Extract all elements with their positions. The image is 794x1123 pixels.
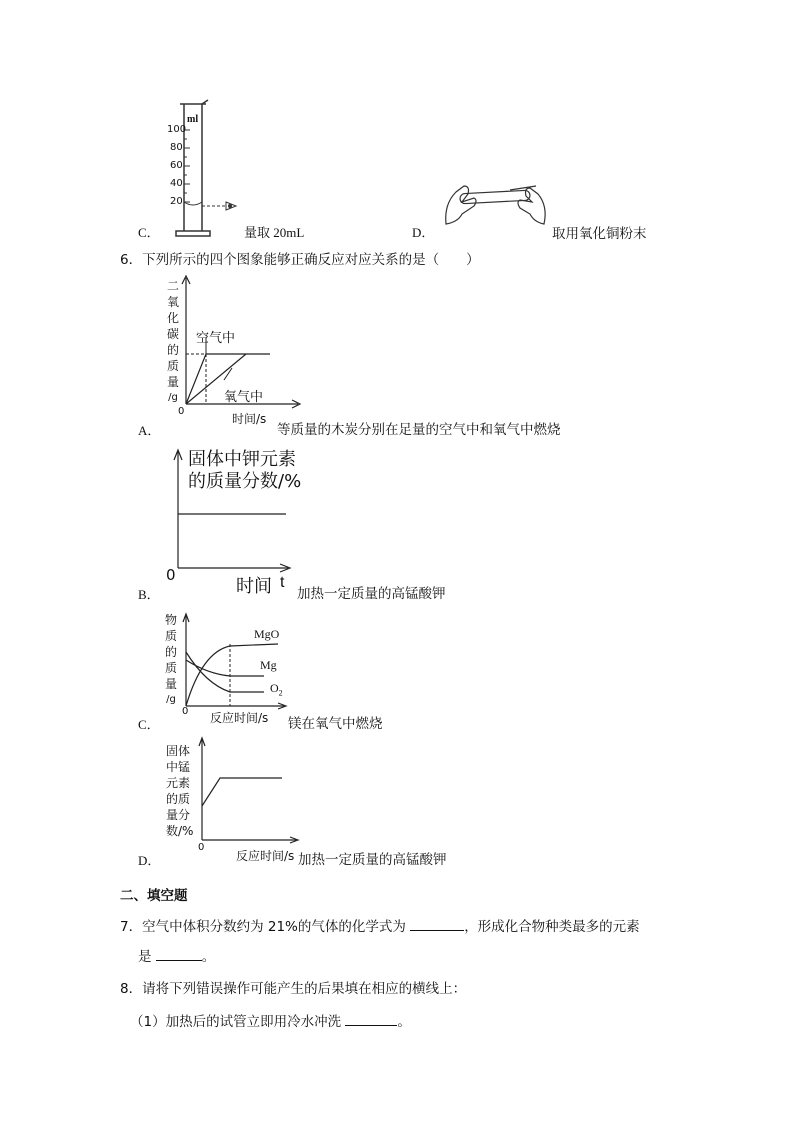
ylabel-line: 固体	[166, 744, 191, 758]
chart-b-xlabel: 时间	[236, 576, 272, 597]
ylabel-char: /g	[168, 392, 178, 403]
chart-c-label-mg: Mg	[260, 658, 277, 672]
chart-b-plot	[170, 446, 300, 576]
answer-blank-element[interactable]	[156, 948, 202, 961]
ylabel-char: 的	[164, 645, 177, 659]
chart-d-plot	[196, 736, 306, 846]
ylabel-line: 中锰	[166, 760, 191, 774]
chart-a-xlabel: 时间/s	[232, 412, 267, 426]
chart-b-origin: 0	[166, 566, 176, 584]
ylabel-char: 碳	[166, 327, 179, 341]
question-7-text: 。	[201, 949, 216, 965]
ylabel-line: 数/%	[166, 824, 194, 838]
question-7-text: 7．空气中体积分数约为 21%的气体的化学式为	[120, 919, 411, 935]
cylinder-tick-100: 100	[167, 124, 187, 135]
chart-c-origin: 0	[182, 706, 189, 717]
option-letter: D．	[412, 225, 435, 240]
cylinder-tick-80: 80	[170, 142, 183, 153]
option-caption: 加热一定质量的高锰酸钾	[297, 586, 446, 602]
ylabel-char: 质	[164, 629, 177, 643]
o2-subscript: 2	[278, 688, 283, 698]
cylinder-tick-60: 60	[170, 160, 183, 171]
question-8-item-1	[130, 1010, 411, 1030]
o2-letter: O	[270, 681, 279, 695]
ylabel-char: 二	[166, 279, 179, 293]
chart-c-label-mgo: MgO	[254, 627, 280, 641]
question-8-text: 。	[397, 1014, 411, 1030]
question-7-line-1	[120, 915, 640, 935]
chart-a-origin: 0	[178, 406, 185, 417]
chart-b-xunit: t	[280, 574, 285, 591]
option-letter: A．	[138, 423, 161, 438]
chart-d-series	[202, 778, 282, 806]
option-letter: C．	[138, 225, 160, 240]
chart-d-origin: 0	[198, 842, 205, 853]
cylinder-unit: ml	[187, 114, 199, 125]
question-8-text: （1）加热后的试管立即用冷水冲洗	[130, 1014, 346, 1030]
chart-a-label-oxygen: 氧气中	[224, 390, 264, 405]
ylabel-char: 量	[164, 677, 177, 691]
ylabel-line: 的质量分数/%	[188, 471, 302, 492]
ylabel-char: 物	[164, 613, 177, 627]
option-caption: 镁在氧气中燃烧	[288, 716, 383, 732]
question-7-text: 是	[138, 949, 156, 965]
ylabel-char: 氧	[166, 295, 179, 309]
question-8-stem: 8．请将下列错误操作可能产生的后果填在相应的横线上：	[120, 981, 467, 997]
ylabel-line: 固体中钾元素	[188, 449, 296, 470]
chart-c-series-mgo	[186, 644, 278, 706]
chart-c-series-o2	[186, 652, 264, 692]
ylabel-char: 化	[166, 311, 179, 325]
option-caption: 取用氧化铜粉末	[552, 226, 647, 242]
ylabel-char: 量	[166, 375, 179, 389]
chart-c-label-o2	[270, 681, 283, 697]
option-letter: B．	[138, 587, 160, 602]
option-letter: C．	[138, 717, 160, 732]
chart-d-ylabel	[166, 743, 193, 839]
ylabel-char: /g	[166, 694, 176, 705]
ylabel-char: 质	[166, 359, 179, 373]
question-7-text: ，形成化合物种类最多的元素	[464, 919, 640, 935]
ylabel-line: 元素	[166, 776, 191, 790]
question-7-line-2	[138, 945, 215, 965]
chart-c-xlabel: 反应时间/s	[210, 711, 269, 725]
ylabel-line: 量分	[166, 808, 191, 822]
ylabel-char: 的	[166, 343, 179, 357]
test-tube-hands-image	[440, 180, 550, 230]
option-caption: 量取 20mL	[244, 225, 305, 240]
chart-a-label-air: 空气中	[196, 331, 236, 346]
cylinder-tick-40: 40	[170, 178, 183, 189]
option-caption: 加热一定质量的高锰酸钾	[298, 852, 447, 868]
cylinder-tick-20: 20	[170, 196, 183, 207]
option-letter: D．	[138, 853, 161, 868]
chart-d-xlabel: 反应时间/s	[236, 849, 295, 863]
option-caption: 等质量的木炭分别在足量的空气中和氧气中燃烧	[277, 422, 561, 438]
section-2-title: 二、填空题	[120, 888, 188, 904]
answer-blank-consequence[interactable]	[345, 1013, 397, 1026]
question-6-stem: 6．下列所示的四个图象能够正确反应对应关系的是（ ）	[120, 252, 480, 268]
chart-c-ylabel	[164, 612, 178, 708]
ylabel-char: 质	[164, 661, 177, 675]
ylabel-line: 的质	[166, 792, 191, 806]
answer-blank-formula[interactable]	[410, 918, 464, 931]
